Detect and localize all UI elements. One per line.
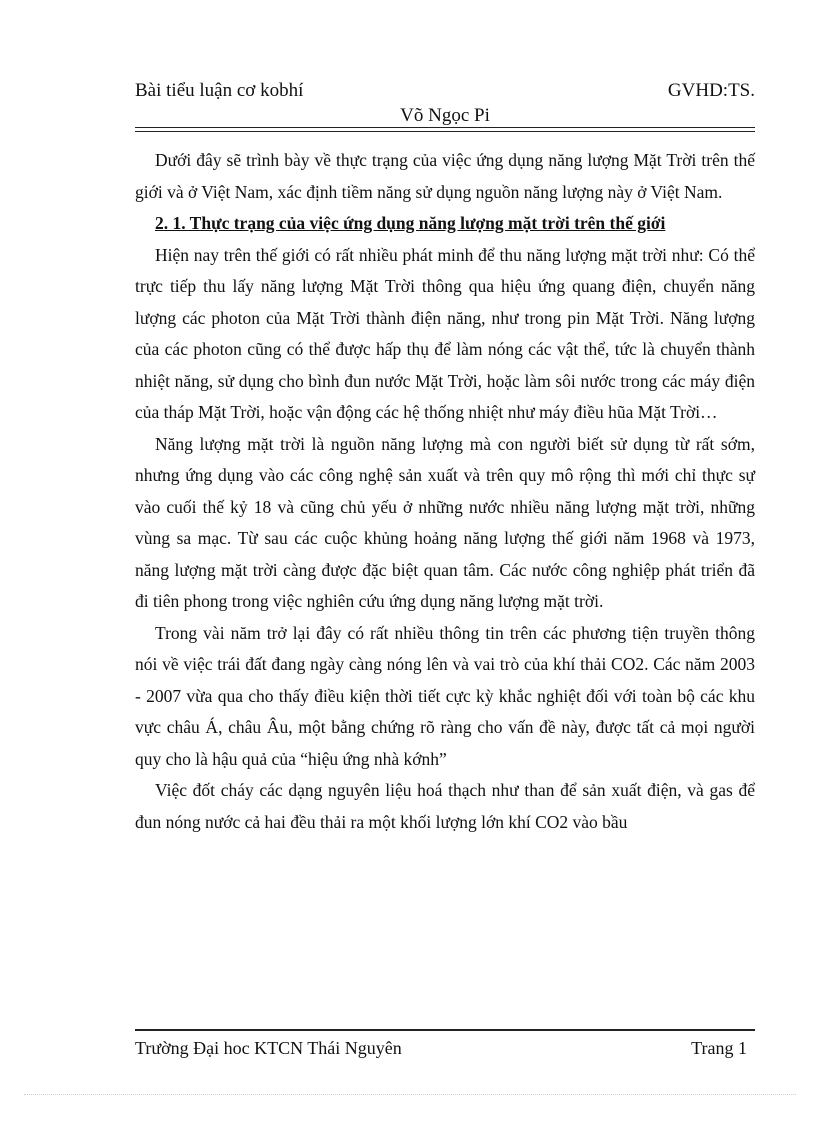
header-divider — [135, 127, 755, 132]
page-edge-divider — [24, 1094, 796, 1095]
page-header — [135, 78, 755, 104]
document-body — [135, 145, 755, 838]
section-heading: 2. 1. Thực trạng của việc ứng dụng năng lượng mặt trời trên thế giới — [155, 213, 666, 233]
body-paragraph: Hiện nay trên thế giới có rất nhiều phát minh để thu năng lượng mặt trời như: Có thể trực tiếp thu lấy năng lượng Mặt Trời thông qua hiệu ứng quang điện, chuyển năng lượng các photon của Mặt Trời thành điện năng, như trong pin Mặt Trời. Năng lượng của các photon cũng có thể được hấp thụ để làm nóng các vật thể, tức là chuyển thành nhiệt năng, sử dụng cho bình đun nước Mặt Trời, hoặc làm sôi nước trong các máy điện của tháp Mặt Trời, hoặc vận động các hệ thống nhiệt như máy điều hũa Mặt Trời… — [135, 244, 755, 422]
body-paragraph: Trong vài năm trở lại đây có rất nhiều thông tin trên các phương tiện truyền thông nói về việc trái đất đang ngày càng nóng lên và vai trò của khí thải CO2. Các năm 2003 - 2007 vừa qua cho thấy điều kiện thời tiết cực kỳ khắc nghiệt đối với toàn bộ các khu vực châu Á, châu Âu, một bằng chứng rõ ràng cho vấn đề này, được tất cả mọi người quy cho là hậu quả của “hiệu ứng nhà kớnh” — [135, 622, 755, 769]
page-number: Trang 1 — [691, 1038, 747, 1058]
header-right-text: GVHD:TS. — [667, 80, 755, 101]
footer-divider — [135, 1029, 755, 1031]
page-footer — [135, 1035, 755, 1061]
intro-paragraph: Dưới đây sẽ trình bày về thực trạng của việc ứng dụng năng lượng Mặt Trời trên thế giới và ở Việt Nam, xác định tiềm năng sử dụng nguồn năng lượng này ở Việt Nam. — [135, 150, 755, 202]
footer-institution: Trường Đại hoc KTCN Thái Nguyên — [135, 1038, 402, 1058]
body-paragraph: Năng lượng mặt trời là nguồn năng lượng mà con người biết sử dụng từ rất sớm, nhưng ứng dụng vào các công nghệ sản xuất và trên quy mô rộng thì mới chỉ thực sự vào cuối thế kỷ 18 và cũng chủ yếu ở những nước nhiều năng lượng mặt trời, những vùng sa mạc. Từ sau các cuộc khủng hoảng năng lượng thế giới năm 1968 và 1973, năng lượng mặt trời càng được đặc biệt quan tâm. Các nước công nghiệp phát triển đã đi tiên phong trong việc nghiên cứu ứng dụng năng lượng mặt trời. — [135, 433, 755, 611]
header-left-text: Bài tiểu luận cơ kobhí — [135, 80, 304, 101]
header-subtitle: Võ Ngọc Pi — [400, 105, 490, 126]
body-paragraph: Việc đốt cháy các dạng nguyên liệu hoá thạch như than để sản xuất điện, và gas để đun nóng nước cả hai đều thải ra một khối lượng lớn khí CO2 vào bầu — [135, 780, 755, 832]
